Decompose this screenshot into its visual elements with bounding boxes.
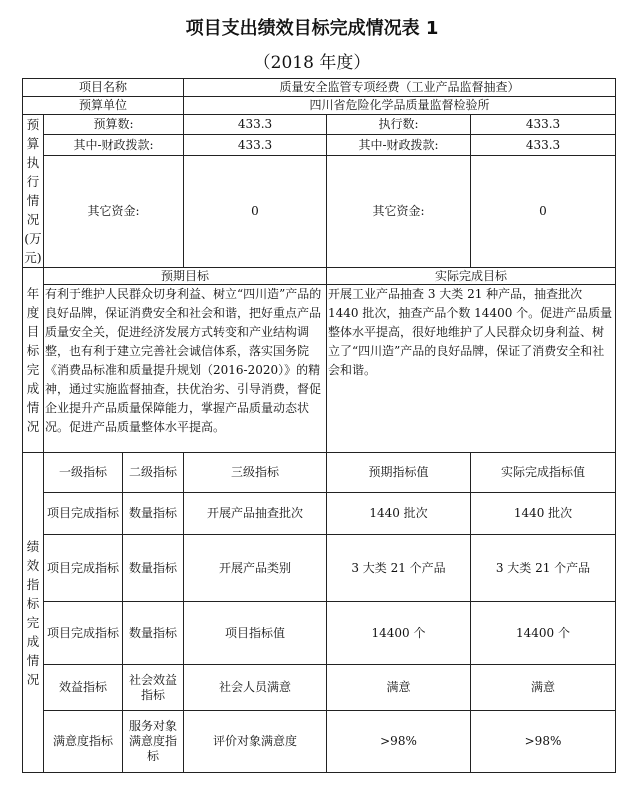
project-name-value: 质量安全监管专项经费（工业产品监督抽查） <box>184 79 616 97</box>
row-level2: 数量指标 <box>123 602 184 665</box>
other-funds-label: 其它资金: <box>44 155 184 267</box>
expected-goal-text: 有利于维护人民群众切身利益、树立“四川造”产品的良好品牌，保证消费安全和社会和谐，把好重点产品质量安全关，促进经济发展方式转变和产业结构调整，也有利于建立完善社会诚信体系，落实国务院《消费品标准和质量提升规划（2016-2020）》的精神，通过实施监督抽查，扶优治劣、引导消费，督促企业提升产品质量保障能力，掌握产品质量动态状况。促进产品质量整体水平提高。 <box>44 285 327 453</box>
fiscal-row <box>23 135 616 155</box>
actual-goal-text: 开展工业产品抽查 3 大类 21 种产品，抽查批次 1440 批次，抽查产品个数 14400 个。促进产品质量整体水平提高，很好地维护了人民群众切身利益、树立了“四川造”产品的良好品牌，保证了消费安全和社会和谐。 <box>327 285 616 453</box>
row-level1: 效益指标 <box>44 665 123 711</box>
row-expected: >98% <box>327 711 471 773</box>
row-actual: 14400 个 <box>471 602 616 665</box>
row-level2: 社会效益指标 <box>123 665 184 711</box>
other-funds-value-2: 0 <box>471 155 616 267</box>
table-row <box>23 493 616 535</box>
row-expected: 14400 个 <box>327 602 471 665</box>
budget-count-value: 433.3 <box>184 115 327 135</box>
annual-side-label: 年度目标完成情况 <box>23 268 44 453</box>
budget-unit-row <box>23 97 616 115</box>
row-level1: 项目完成指标 <box>44 493 123 535</box>
budget-count-row <box>23 115 616 135</box>
budget-unit-label: 预算单位 <box>23 97 184 115</box>
table-row <box>23 711 616 773</box>
row-level3: 评价对象满意度 <box>184 711 327 773</box>
table-row <box>23 665 616 711</box>
budget-unit-value: 四川省危险化学品质量监督检验所 <box>184 97 616 115</box>
row-expected: 1440 批次 <box>327 493 471 535</box>
execution-count-value: 433.3 <box>471 115 616 135</box>
row-actual: >98% <box>471 711 616 773</box>
row-level2: 服务对象满意度指标 <box>123 711 184 773</box>
row-level1: 满意度指标 <box>44 711 123 773</box>
table-row <box>23 602 616 665</box>
project-name-label: 项目名称 <box>23 79 184 97</box>
performance-table <box>22 78 616 773</box>
row-level2: 数量指标 <box>123 535 184 602</box>
budget-count-label: 预算数: <box>44 115 184 135</box>
other-funds-value: 0 <box>184 155 327 267</box>
row-actual: 3 大类 21 个产品 <box>471 535 616 602</box>
header-actual: 实际完成指标值 <box>471 453 616 493</box>
project-name-row <box>23 79 616 97</box>
annual-content-row <box>23 285 616 453</box>
document-year: （2018 年度） <box>253 53 371 73</box>
fiscal-value-2: 433.3 <box>471 135 616 155</box>
execution-count-label: 执行数: <box>327 115 471 135</box>
header-level3: 三级指标 <box>184 453 327 493</box>
fiscal-label: 其中-财政拨款: <box>44 135 184 155</box>
header-expected: 预期指标值 <box>327 453 471 493</box>
other-funds-row <box>23 155 616 267</box>
row-actual: 满意 <box>471 665 616 711</box>
row-level1: 项目完成指标 <box>44 602 123 665</box>
actual-goal-header: 实际完成目标 <box>327 268 616 285</box>
document-title: 项目支出绩效目标完成情况表 1 <box>185 18 439 39</box>
fiscal-value: 433.3 <box>184 135 327 155</box>
header-level1: 一级指标 <box>44 453 123 493</box>
row-level3: 开展产品抽查批次 <box>184 493 327 535</box>
row-level3: 项目指标值 <box>184 602 327 665</box>
row-expected: 满意 <box>327 665 471 711</box>
row-level1: 项目完成指标 <box>44 535 123 602</box>
header-level2: 二级指标 <box>123 453 184 493</box>
fiscal-label-2: 其中-财政拨款: <box>327 135 471 155</box>
budget-side-label: 预算执行情况(万元) <box>23 115 44 268</box>
row-level2: 数量指标 <box>123 493 184 535</box>
row-level3: 开展产品类别 <box>184 535 327 602</box>
annual-header-row <box>23 268 616 285</box>
other-funds-label-2: 其它资金: <box>327 155 471 267</box>
indicator-side-label: 绩效指标完成情况 <box>23 453 44 773</box>
indicator-header-row <box>23 453 616 493</box>
table-row <box>23 535 616 602</box>
row-expected: 3 大类 21 个产品 <box>327 535 471 602</box>
expected-goal-header: 预期目标 <box>44 268 327 285</box>
row-actual: 1440 批次 <box>471 493 616 535</box>
row-level3: 社会人员满意 <box>184 665 327 711</box>
